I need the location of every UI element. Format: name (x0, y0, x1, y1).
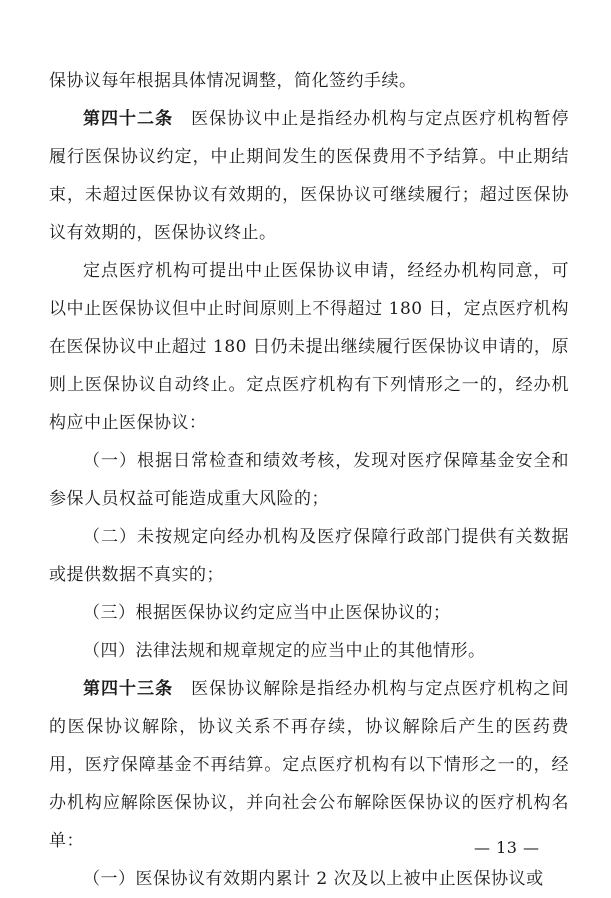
article-43-heading: 第四十三条 (83, 679, 174, 699)
suspension-item-3: （三）根据医保协议约定应当中止医保协议的； (83, 603, 451, 623)
article-43-paragraph (49, 670, 569, 860)
document-page (49, 62, 569, 898)
suspension-item-2: （二）未按规定向经办机构及医疗保障行政部门提供有关数据或提供数据不真实的； (49, 527, 569, 585)
suspension-request-paragraph: 定点医疗机构可提出中止医保协议申请，经经办机构同意，可以中止医保协议但中止时间原则上不得超过 180 日，定点医疗机构在医保协议中止超过 180 日仍未提出继续履行医保协议申请的，原则上医保协议自动终止。定点医疗机构有下列情形之一的，经办机构应中止医保协议： (49, 261, 569, 433)
suspension-item-4: （四）法律法规和规章规定的应当中止的其他情形。 (83, 641, 486, 661)
article-42-text: 医保协议中止是指经办机构与定点医疗机构暂停履行医保协议约定，中止期间发生的医保费用不予结算。中止期结束，未超过医保协议有效期的，医保协议可继续履行；超过医保协议有效期的，医保协议终止。 (49, 109, 570, 243)
termination-item-1: （一）医保协议有效期内累计 2 次及以上被中止医保协议或 (83, 869, 544, 889)
article-43-text: 医保协议解除是指经办机构与定点医疗机构之间的医保协议解除，协议关系不再存续，协议解除后产生的医药费用，医疗保障基金不再结算。定点医疗机构有以下情形之一的，经办机构应解除医保协议，并向社会公布解除医保协议的医疗机构名单： (49, 679, 570, 851)
page-number: — 13 — (474, 838, 540, 857)
paragraph-continuation: 保协议每年根据具体情况调整，简化签约手续。 (49, 71, 417, 91)
article-42-paragraph (49, 100, 569, 252)
suspension-item-1: （一）根据日常检查和绩效考核，发现对医疗保障基金安全和参保人员权益可能造成重大风险的； (49, 451, 569, 509)
article-42-heading: 第四十二条 (83, 109, 174, 129)
